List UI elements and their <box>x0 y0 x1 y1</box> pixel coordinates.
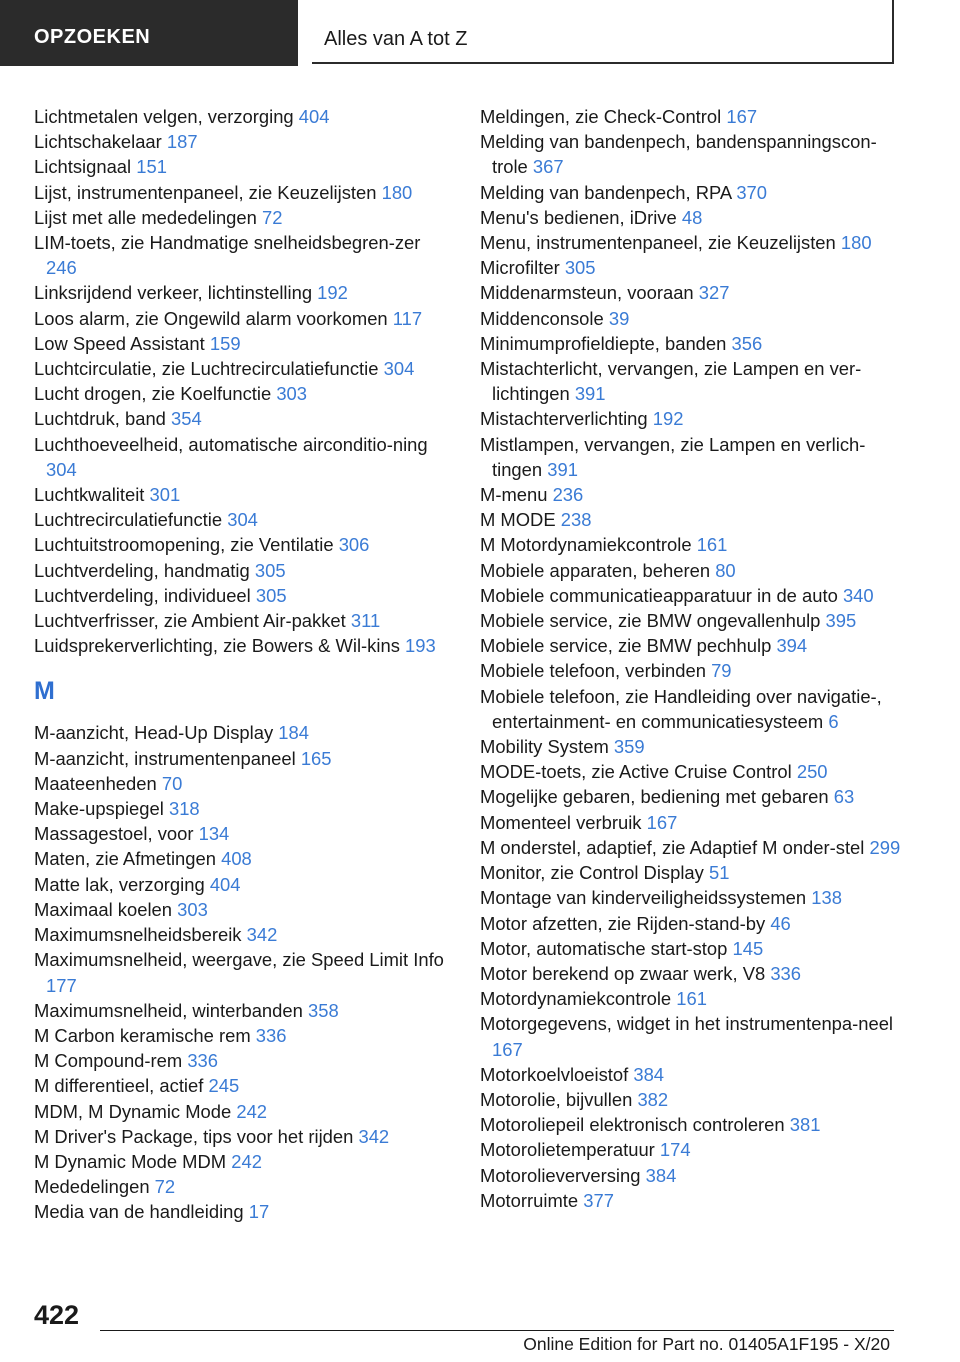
index-entry <box>34 432 452 482</box>
entry-page-link[interactable]: 336 <box>255 1024 287 1046</box>
index-entry <box>34 947 452 997</box>
index-entry <box>480 129 910 179</box>
entry-term: Lichtmetalen velgen, verzorging <box>34 106 294 127</box>
entry-term: Lichtsignaal <box>34 156 132 178</box>
index-entry <box>34 821 452 846</box>
index-entry <box>34 720 452 745</box>
entry-term: M-aanzicht, Head-Up Display <box>34 722 274 744</box>
entry-page-link[interactable]: 381 <box>789 1114 821 1136</box>
index-column-left <box>34 104 452 1225</box>
index-entry <box>480 658 910 683</box>
entry-term: Lijst, instrumentenpaneel, zie Keuzelijsten <box>34 181 377 203</box>
entry-term: M MODE <box>480 509 556 531</box>
index-entry <box>34 1149 452 1174</box>
index-entry <box>480 835 910 860</box>
entry-term: Media van de handleiding <box>34 1201 244 1223</box>
index-entry <box>34 558 452 583</box>
index-entry <box>480 885 910 910</box>
index-entry <box>34 381 452 406</box>
index-entry <box>480 684 910 734</box>
entry-page-link[interactable]: 192 <box>652 408 684 430</box>
entry-page-link[interactable]: 404 <box>298 106 330 127</box>
index-entry <box>34 129 452 154</box>
index-entry <box>34 771 452 796</box>
index-entry <box>480 180 910 205</box>
entry-term: Motorolie, bijvullen <box>480 1088 633 1110</box>
entry-term: MODE-toets, zie Active Cruise Control <box>480 761 792 783</box>
index-entry <box>480 1163 910 1188</box>
entry-term: LIM-toets, zie Handmatige snelheidsbegren-zer <box>34 232 421 254</box>
entry-page-link[interactable]: 6 <box>828 710 839 732</box>
entry-term: Motoroliepeil elektronisch controleren <box>480 1114 785 1136</box>
entry-page-link[interactable]: 151 <box>136 156 167 178</box>
index-entry <box>34 1073 452 1098</box>
index-entry <box>34 306 452 331</box>
index-entry <box>480 911 910 936</box>
index-entry <box>34 180 452 205</box>
index-entry <box>480 255 910 280</box>
entry-page-link[interactable]: 174 <box>659 1139 691 1161</box>
index-entry <box>34 633 452 658</box>
entry-term: Luchtverfrisser, zie Ambient Air-pakket <box>34 610 346 632</box>
index-entry <box>480 306 910 331</box>
index-column-right <box>480 104 910 1213</box>
entry-page-link[interactable]: 46 <box>770 912 791 934</box>
index-entry <box>34 583 452 608</box>
entry-term: Lijst met alle mededelingen <box>34 206 257 228</box>
index-entry <box>34 482 452 507</box>
entry-term: Monitor, zie Control Display <box>480 862 704 884</box>
entry-page-link[interactable]: 394 <box>776 635 808 657</box>
entry-page-link[interactable]: 138 <box>811 887 842 909</box>
entry-page-link[interactable]: 165 <box>300 747 332 769</box>
entry-term: Middenconsole <box>480 307 604 329</box>
index-entry <box>34 897 452 922</box>
entry-term: Motorgegevens, widget in het instrumentenpa-neel <box>480 1013 894 1035</box>
entry-term: Make-upspiegel <box>34 798 164 820</box>
entry-page-link[interactable]: 72 <box>154 1176 176 1198</box>
entry-page-link[interactable]: 161 <box>676 988 707 1010</box>
section-tab <box>0 0 298 66</box>
entry-term: Momenteel verbruik <box>480 811 642 833</box>
entry-page-link[interactable]: 306 <box>338 534 370 556</box>
index-entry <box>34 998 452 1023</box>
entry-term: M Carbon keramische rem <box>34 1024 251 1046</box>
index-entry <box>34 205 452 230</box>
entry-term: Meldingen, zie Check-Control <box>480 106 722 127</box>
entry-page-link[interactable]: 391 <box>547 458 578 480</box>
entry-term: Matte lak, verzorging <box>34 873 205 895</box>
entry-page-link[interactable]: 70 <box>161 772 183 794</box>
entry-term: Mistlampen, vervangen, zie Lampen en verlich-tingen <box>480 433 866 480</box>
entry-term: Menu's bedienen, iDrive <box>480 206 677 228</box>
entry-page-link[interactable]: 342 <box>358 1125 390 1147</box>
entry-term: Mobiele apparaten, beheren <box>480 559 711 581</box>
entry-term: Mobiele telefoon, verbinden <box>480 660 706 682</box>
index-entry <box>34 608 452 633</box>
entry-term: Mobiele service, zie BMW ongevallenhulp <box>480 610 821 632</box>
entry-term: M onderstel, adaptief, zie Adaptief M onder-stel <box>480 836 865 858</box>
entry-page-link[interactable]: 301 <box>149 484 181 506</box>
index-entry <box>480 356 910 406</box>
entry-term: Maximaal koelen <box>34 898 172 920</box>
entry-term: Middenarmsteun, vooraan <box>480 282 694 304</box>
index-entry <box>480 1112 910 1137</box>
entry-term: Motorruimte <box>480 1189 579 1211</box>
entry-page-link[interactable]: 336 <box>770 962 802 984</box>
entry-term: Melding van bandenpech, bandenspanningscon-trole <box>480 131 877 178</box>
entry-page-link[interactable]: 391 <box>574 383 606 405</box>
index-entry <box>34 532 452 557</box>
entry-page-link[interactable]: 336 <box>187 1050 219 1072</box>
index-entry <box>34 230 452 280</box>
entry-page-link[interactable]: 327 <box>698 282 730 304</box>
entry-page-link[interactable]: 250 <box>796 761 828 783</box>
index-entry <box>34 1023 452 1048</box>
entry-term: Luidsprekerverlichting, zie Bowers & Wil-kins <box>34 635 400 657</box>
entry-term: M differentieel, actief <box>34 1075 204 1097</box>
entry-page-link[interactable]: 367 <box>532 156 564 178</box>
section-title: OPZOEKEN <box>34 26 151 48</box>
entry-page-link[interactable]: 80 <box>715 559 736 581</box>
index-list-m <box>34 720 452 1224</box>
entry-page-link[interactable]: 356 <box>731 332 763 354</box>
section-letter: M <box>34 677 55 706</box>
entry-page-link[interactable]: 370 <box>736 181 767 203</box>
index-entry <box>480 1011 910 1061</box>
index-entry <box>480 961 910 986</box>
entry-term: Lucht drogen, zie Koelfunctie <box>34 383 272 405</box>
index-entry <box>480 608 910 633</box>
entry-page-link[interactable]: 39 <box>608 307 630 329</box>
entry-term: Low Speed Assistant <box>34 332 205 354</box>
entry-page-link[interactable]: 304 <box>227 509 258 531</box>
entry-term: Luchtverdeling, handmatig <box>34 559 250 581</box>
entry-term: Mobiele communicatieapparatuur in de auto <box>480 584 838 606</box>
entry-term: Maximumsnelheidsbereik <box>34 924 242 946</box>
entry-page-link[interactable]: 167 <box>726 106 758 127</box>
entry-term: Maximumsnelheid, weergave, zie Speed Limit Info <box>34 949 444 971</box>
index-list-m-continued <box>480 104 910 1213</box>
entry-term: Menu, instrumentenpaneel, zie Keuzelijsten <box>480 232 836 254</box>
index-entry <box>34 507 452 532</box>
index-entry <box>480 280 910 305</box>
entry-page-link[interactable]: 299 <box>869 836 901 858</box>
entry-term: Luchthoeveelheid, automatische airconditio-ning <box>34 433 428 455</box>
entry-page-link[interactable]: 145 <box>732 937 764 959</box>
index-entry <box>480 734 910 759</box>
entry-term: Massagestoel, voor <box>34 823 194 845</box>
index-entry <box>480 406 910 431</box>
index-entry <box>34 796 452 821</box>
entry-page-link[interactable]: 354 <box>171 408 202 430</box>
entry-term: Lichtschakelaar <box>34 131 162 153</box>
entry-page-link[interactable]: 245 <box>208 1075 240 1097</box>
entry-page-link[interactable]: 246 <box>46 257 77 279</box>
entry-page-link[interactable]: 305 <box>564 257 596 279</box>
entry-term: Microfilter <box>480 257 560 279</box>
edition-footer: Online Edition for Part no. 01405A1F195 - X/20 <box>523 1334 890 1354</box>
entry-page-link[interactable]: 305 <box>255 584 287 606</box>
entry-term: Mobiele service, zie BMW pechhulp <box>480 635 772 657</box>
index-entry <box>480 205 910 230</box>
entry-page-link[interactable]: 242 <box>231 1150 262 1172</box>
entry-page-link[interactable]: 304 <box>46 458 77 480</box>
entry-term: Maximumsnelheid, winterbanden <box>34 999 303 1021</box>
entry-page-link[interactable]: 318 <box>168 798 200 820</box>
chapter-title-box <box>312 0 894 64</box>
index-entry <box>34 154 452 179</box>
entry-page-link[interactable]: 180 <box>381 181 413 203</box>
entry-page-link[interactable]: 304 <box>383 358 415 380</box>
entry-page-link[interactable]: 48 <box>681 206 703 228</box>
index-entry <box>480 1062 910 1087</box>
entry-page-link[interactable]: 340 <box>842 584 874 606</box>
entry-term: Luchtverdeling, individueel <box>34 584 251 606</box>
entry-term: M Compound-rem <box>34 1050 183 1072</box>
entry-term: Mistachterlicht, vervangen, zie Lampen en ver-lichtingen <box>480 358 862 405</box>
entry-term: M Driver's Package, tips voor het rijden <box>34 1125 354 1147</box>
entry-page-link[interactable]: 180 <box>840 232 872 254</box>
entry-page-link[interactable]: 79 <box>711 660 732 682</box>
entry-page-link[interactable]: 117 <box>392 307 423 329</box>
index-entry <box>34 1174 452 1199</box>
index-entry <box>34 1124 452 1149</box>
entry-term: M-aanzicht, instrumentenpaneel <box>34 747 296 769</box>
index-entry <box>34 846 452 871</box>
entry-page-link[interactable]: 305 <box>254 559 286 581</box>
index-entry <box>480 1137 910 1162</box>
index-entry <box>480 1188 910 1213</box>
index-entry <box>480 507 910 532</box>
entry-term: Mededelingen <box>34 1176 150 1198</box>
entry-page-link[interactable]: 395 <box>825 610 857 632</box>
entry-page-link[interactable]: 159 <box>209 332 241 354</box>
entry-page-link[interactable]: 192 <box>317 282 348 304</box>
index-entry <box>34 922 452 947</box>
entry-term: Motordynamiekcontrole <box>480 988 672 1010</box>
index-entry <box>480 986 910 1011</box>
entry-term: Maateenheden <box>34 772 157 794</box>
entry-term: Luchtkwaliteit <box>34 484 145 506</box>
index-entry <box>34 746 452 771</box>
index-entry <box>34 1199 452 1224</box>
entry-page-link[interactable]: 187 <box>166 131 198 153</box>
entry-page-link[interactable]: 17 <box>248 1201 270 1223</box>
entry-page-link[interactable]: 134 <box>198 823 230 845</box>
index-entry <box>480 759 910 784</box>
entry-page-link[interactable]: 384 <box>633 1063 665 1085</box>
index-entry <box>480 784 910 809</box>
entry-page-link[interactable]: 167 <box>492 1038 523 1060</box>
index-entry <box>34 331 452 356</box>
index-entry <box>480 936 910 961</box>
index-entry <box>480 532 910 557</box>
index-entry <box>34 1048 452 1073</box>
entry-page-link[interactable]: 167 <box>646 811 678 833</box>
entry-page-link[interactable]: 63 <box>833 786 855 808</box>
index-entry <box>480 1087 910 1112</box>
entry-page-link[interactable]: 177 <box>46 974 77 996</box>
entry-page-link[interactable]: 303 <box>177 898 208 920</box>
index-entry <box>34 1099 452 1124</box>
entry-page-link[interactable]: 242 <box>236 1100 268 1122</box>
entry-term: M-menu <box>480 484 548 506</box>
entry-page-link[interactable]: 359 <box>613 736 645 758</box>
index-entry <box>480 633 910 658</box>
entry-term: M Motordynamiekcontrole <box>480 534 692 556</box>
entry-term: Motor berekend op zwaar werk, V8 <box>480 962 766 984</box>
entry-term: Mogelijke gebaren, bediening met gebaren <box>480 786 829 808</box>
index-entry <box>480 583 910 608</box>
entry-page-link[interactable]: 184 <box>278 722 309 744</box>
index-entry <box>480 331 910 356</box>
entry-page-link[interactable]: 377 <box>583 1189 614 1211</box>
entry-page-link[interactable]: 404 <box>209 873 241 895</box>
entry-term: Linksrijdend verkeer, lichtinstelling <box>34 282 313 304</box>
entry-term: Luchtuitstroomopening, zie Ventilatie <box>34 534 334 556</box>
index-entry <box>480 558 910 583</box>
entry-term: Motorkoelvloeistof <box>480 1063 629 1085</box>
entry-page-link[interactable]: 161 <box>696 534 728 556</box>
entry-term: M Dynamic Mode MDM <box>34 1150 227 1172</box>
entry-term: Motor afzetten, zie Rijden-stand-by <box>480 912 766 934</box>
entry-term: Motor, automatische start-stop <box>480 937 728 959</box>
entry-page-link[interactable]: 303 <box>276 383 308 405</box>
footer-divider <box>100 1330 894 1331</box>
index-entry <box>480 432 910 482</box>
entry-term: Motorolietemperatuur <box>480 1139 655 1161</box>
index-entry <box>480 860 910 885</box>
entry-page-link[interactable]: 311 <box>350 610 381 632</box>
entry-term: Motorolieverversing <box>480 1164 641 1186</box>
entry-page-link[interactable]: 342 <box>246 924 278 946</box>
index-entry <box>480 104 910 129</box>
entry-term: Luchtcirculatie, zie Luchtrecirculatiefunctie <box>34 358 379 380</box>
entry-term: Maten, zie Afmetingen <box>34 848 216 870</box>
entry-page-link[interactable]: 238 <box>560 509 592 531</box>
entry-term: Mobiele telefoon, zie Handleiding over navigatie-, entertainment- en communicatiesysteem <box>480 685 882 732</box>
index-entry <box>34 104 452 129</box>
entry-term: Loos alarm, zie Ongewild alarm voorkomen <box>34 307 388 329</box>
index-entry <box>34 872 452 897</box>
entry-page-link[interactable]: 193 <box>405 635 436 657</box>
entry-term: Montage van kinderveiligheidssystemen <box>480 887 807 909</box>
entry-page-link[interactable]: 51 <box>708 862 730 884</box>
index-entry <box>480 482 910 507</box>
entry-term: MDM, M Dynamic Mode <box>34 1100 232 1122</box>
entry-term: Mobility System <box>480 736 609 758</box>
entry-page-link[interactable]: 408 <box>221 848 252 870</box>
chapter-title: Alles van A tot Z <box>324 28 468 50</box>
entry-page-link[interactable]: 236 <box>552 484 584 506</box>
index-list-l <box>34 104 452 658</box>
index-entry <box>34 356 452 381</box>
index-entry <box>480 230 910 255</box>
page-header <box>0 0 960 66</box>
entry-page-link[interactable]: 384 <box>645 1164 677 1186</box>
index-entry <box>34 280 452 305</box>
entry-page-link[interactable]: 358 <box>307 999 339 1021</box>
entry-term: Melding van bandenpech, RPA <box>480 181 732 203</box>
entry-page-link[interactable]: 72 <box>262 206 283 228</box>
index-entry <box>34 406 452 431</box>
entry-term: Minimumprofieldiepte, banden <box>480 332 727 354</box>
entry-page-link[interactable]: 382 <box>637 1088 669 1110</box>
entry-term: Luchtdruk, band <box>34 408 166 430</box>
index-entry <box>480 810 910 835</box>
page-number: 422 <box>34 1300 80 1330</box>
entry-term: Luchtrecirculatiefunctie <box>34 509 223 531</box>
entry-term: Mistachterverlichting <box>480 408 648 430</box>
